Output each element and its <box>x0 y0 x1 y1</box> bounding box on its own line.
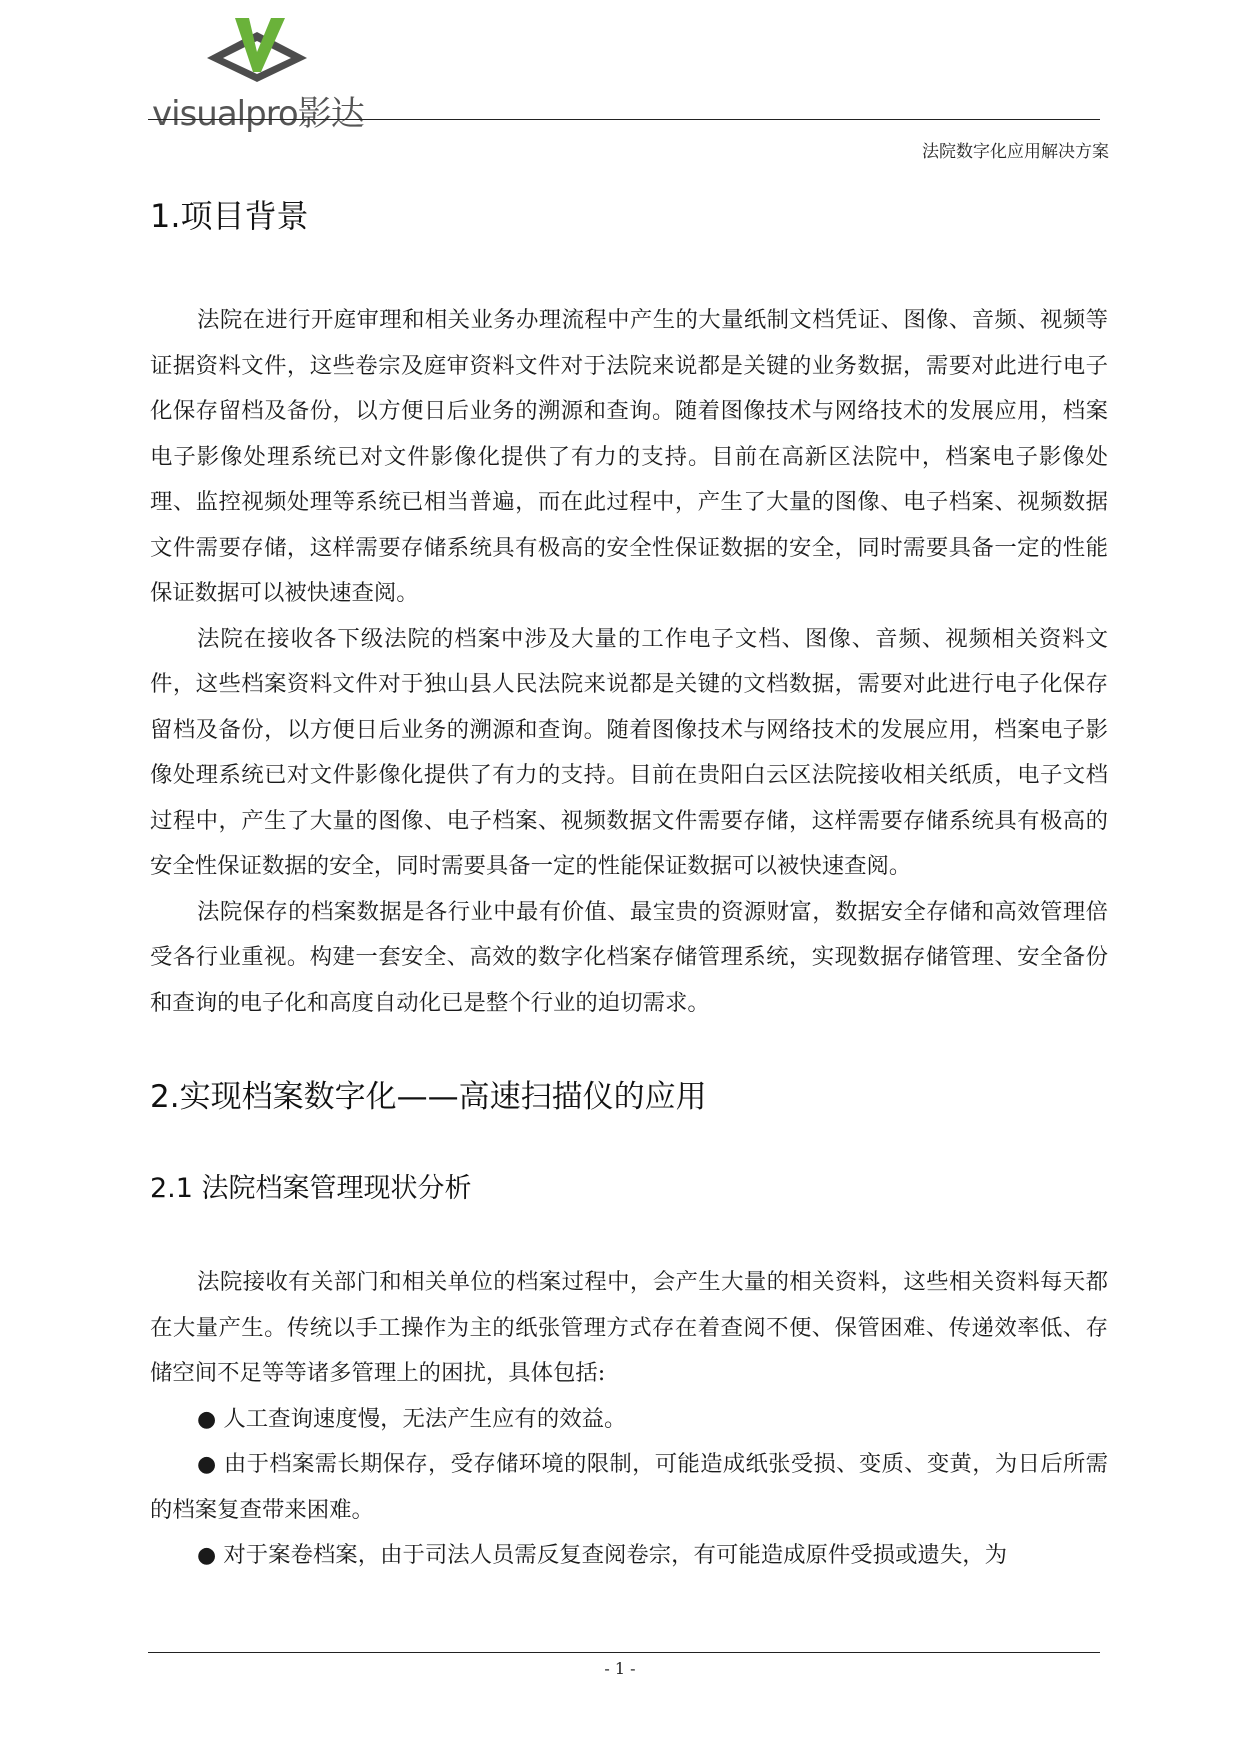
company-logo <box>152 18 364 134</box>
logo-wordmark: visualpro影达 <box>152 94 364 134</box>
bullet-item: ● 对于案卷档案，由于司法人员需反复查阅卷宗，有可能造成原件受损或遗失，为 <box>197 1542 1008 1568</box>
section-heading-2: 2.实现档案数字化——高速扫描仪的应用 <box>150 1079 707 1115</box>
bullet-dot-icon: ● <box>197 1452 217 1477</box>
header-rule <box>148 119 1100 120</box>
section-heading-1: 1.项目背景 <box>150 197 309 235</box>
footer-rule <box>148 1652 1100 1653</box>
paragraph: 法院保存的档案数据是各行业中最有价值、最宝贵的资源财富，数据安全存储和高效管理倍受各行业重视。构建一套安全、高效的数字化档案存储管理系统，实现数据存储管理、安全备份和查询的电子化和高度自动化已是整个行业的迫切需求。 <box>150 898 1108 1016</box>
bullet-item: ● 由于档案需长期保存，受存储环境的限制，可能造成纸张受损、变质、变黄，为日后所需的档案复查带来困难。 <box>150 1451 1108 1523</box>
document-body <box>150 197 1108 1579</box>
logo-mark-icon <box>197 18 317 84</box>
page-number: - 1 - <box>604 1659 636 1678</box>
paragraph: 法院在接收各下级法院的档案中涉及大量的工作电子文档、图像、音频、视频相关资料文件，这些档案资料文件对于独山县人民法院来说都是关键的文档数据，需要对此进行电子化保存留档及备份，以方便日后业务的溯源和查询。随着图像技术与网络技术的发展应用，档案电子影像处理系统已对文件影像化提供了有力的支持。目前在贵阳白云区法院接收相关纸质，电子文档过程中，产生了大量的图像、电子档案、视频数据文件需要存储，这样需要存储系统具有极高的安全性保证数据的安全，同时需要具备一定的性能保证数据可以被快速查阅。 <box>150 625 1108 879</box>
paragraph: 法院在进行开庭审理和相关业务办理流程中产生的大量纸制文档凭证、图像、音频、视频等证据资料文件，这些卷宗及庭审资料文件对于法院来说都是关键的业务数据，需要对此进行电子化保存留档及备份，以方便日后业务的溯源和查询。随着图像技术与网络技术的发展应用，档案电子影像处理系统已对文件影像化提供了有力的支持。目前在高新区法院中，档案电子影像处理、监控视频处理等系统已相当普遍，而在此过程中，产生了大量的图像、电子档案、视频数据文件需要存储，这样需要存储系统具有极高的安全性保证数据的安全，同时需要具备一定的性能保证数据可以被快速查阅。 <box>150 307 1108 606</box>
document-header-title: 法院数字化应用解决方案 <box>922 142 1109 162</box>
bullet-dot-icon: ● <box>197 1543 217 1568</box>
bullet-dot-icon: ● <box>197 1406 217 1432</box>
subsection-heading: 2.1 法院档案管理现状分析 <box>150 1173 472 1204</box>
bullet-item: ● 人工查询速度慢，无法产生应有的效益。 <box>197 1405 627 1432</box>
paragraph: 法院接收有关部门和相关单位的档案过程中，会产生大量的相关资料，这些相关资料每天都在大量产生。传统以手工操作为主的纸张管理方式存在着查阅不便、保管困难、传递效率低、存储空间不足等等诸多管理上的困扰，具体包括: <box>150 1269 1108 1386</box>
